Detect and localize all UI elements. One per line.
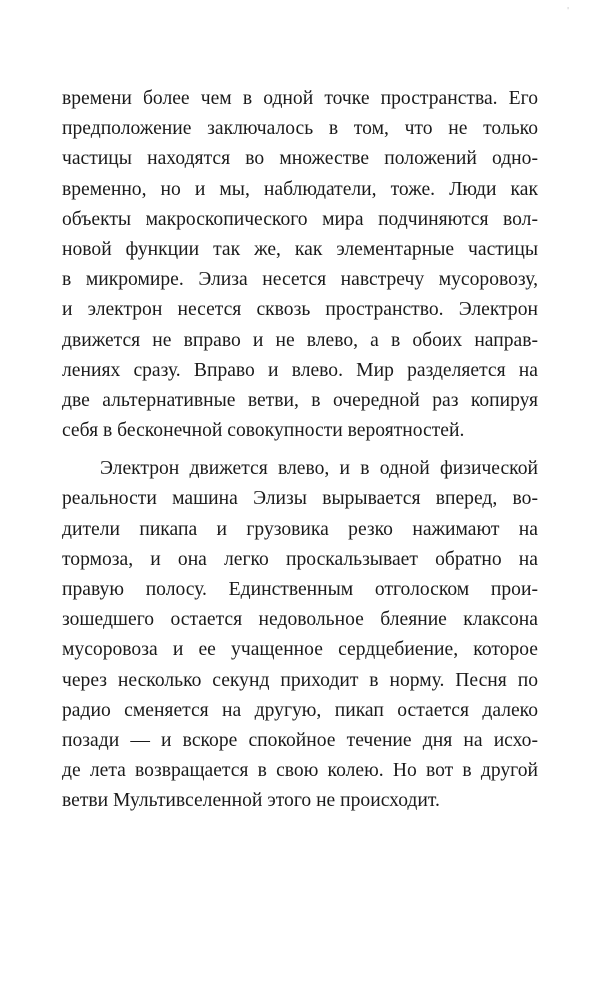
text-line: де лета возвращается в свою колею. Но вот в другой: [62, 760, 538, 782]
body-text: [62, 84, 538, 817]
paragraph-1: [62, 84, 538, 446]
text-line: радио сменяется на другую, пикап остается далеко: [62, 699, 538, 721]
scan-mark: ': [567, 6, 569, 17]
text-line: и электрон несется сквозь пространство. Электрон: [62, 299, 538, 321]
text-line: времени более чем в одной точке пространства. Его: [62, 88, 538, 109]
text-line: объекты макроскопического мира подчиняются вол-: [62, 208, 538, 230]
text-line: временно, но и мы, наблюдатели, тоже. Люди как: [62, 178, 538, 200]
text-line: две альтернативные ветви, в очередной раз копируя: [62, 389, 538, 411]
paragraph-gap: [62, 446, 538, 454]
text-line: мусоровоза и ее учащенное сердцебиение, которое: [62, 639, 538, 661]
text-line: движется не вправо и не влево, а в обоих направ-: [62, 329, 538, 351]
text-line: реальности машина Элизы вырывается вперед, во-: [62, 488, 538, 510]
text-line: тормоза, и она легко проскальзывает обратно на: [62, 548, 538, 570]
text-line: Электрон движется влево, и в одной физической: [100, 458, 538, 480]
text-line: себя в бесконечной совокупности вероятностей.: [62, 420, 465, 442]
text-line: предположение заключалось в том, что не только: [62, 118, 538, 140]
text-line: лениях сразу. Вправо и влево. Мир разделяется на: [62, 359, 538, 381]
text-line: через несколько секунд приходит в норму. Песня по: [62, 669, 538, 691]
text-line: дители пикапа и грузовика резко нажимают на: [62, 518, 538, 540]
text-line: в микромире. Элиза несется навстречу мусоровозу,: [62, 269, 538, 291]
text-line: ветви Мультивселенной этого не происходит.: [62, 790, 440, 812]
text-line: правую полосу. Единственным отголоском прои-: [62, 579, 538, 600]
text-line: частицы находятся во множестве положений одно-: [62, 148, 538, 170]
text-line: новой функции так же, как элементарные частицы: [62, 238, 538, 260]
text-line: зошедшего остается недовольное блеяние клаксона: [62, 609, 538, 631]
paragraph-2: [62, 454, 538, 816]
text-line: позади — и вскоре спокойное течение дня на исхо-: [62, 729, 538, 751]
